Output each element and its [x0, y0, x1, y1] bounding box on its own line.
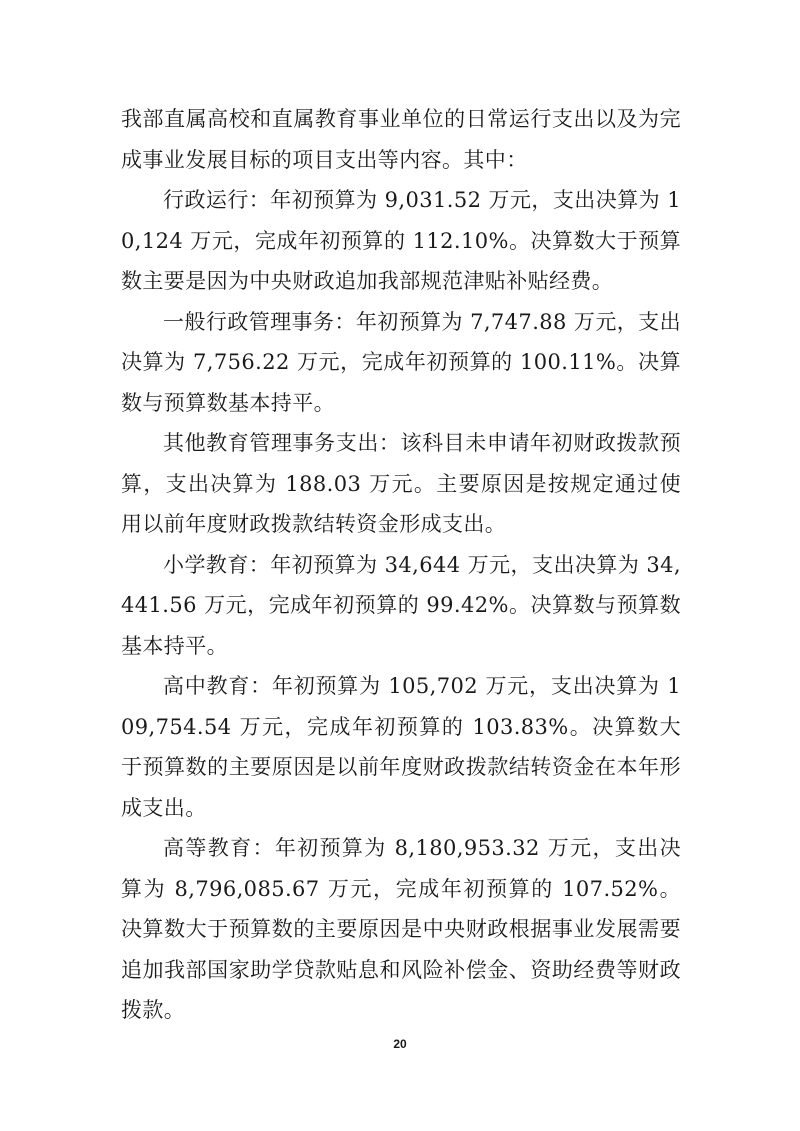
paragraph-primary-education: 小学教育：年初预算为 34,644 万元，支出决算为 34,441.56 万元，完成年初预算的 99.42%。决算数与预算数基本持平。 — [121, 552, 681, 658]
paragraph-intro-continued: 我部直属高校和直属教育事业单位的日常运行支出以及为完成事业发展目标的项目支出等内容。其中： — [121, 107, 681, 172]
paragraph-administrative-operation: 行政运行：年初预算为 9,031.52 万元，支出决算为 10,124 万元，完成年初预算的 112.10%。决算数大于预算数主要是因为中央财政追加我部规范津贴补贴经费。 — [121, 188, 681, 293]
paragraph-higher-education: 高等教育：年初预算为 8,180,953.32 万元，支出决算为 8,796,085.67 万元，完成年初预算的 107.52%。决算数大于预算数的主要原因是中央财政根据事业发展需要追加我部国家助学贷款贴息和风险补偿金、资助经费等财政拨款。 — [121, 836, 681, 1022]
document-body — [121, 99, 681, 1031]
paragraph-general-administration: 一般行政管理事务：年初预算为 7,747.88 万元，支出决算为 7,756.22 万元，完成年初预算的 100.11%。决算数与预算数基本持平。 — [121, 309, 681, 415]
page-number: 20 — [393, 1037, 407, 1051]
paragraph-high-school-education: 高中教育：年初预算为 105,702 万元，支出决算为 109,754.54 万元，完成年初预算的 103.83%。决算数大于预算数的主要原因是以前年度财政拨款结转资金在本年形成支出。 — [121, 674, 681, 820]
paragraph-other-education-management: 其他教育管理事务支出：该科目未申请年初财政拨款预算，支出决算为 188.03 万元。主要原因是按规定通过使用以前年度财政拨款结转资金形成支出。 — [121, 431, 681, 536]
